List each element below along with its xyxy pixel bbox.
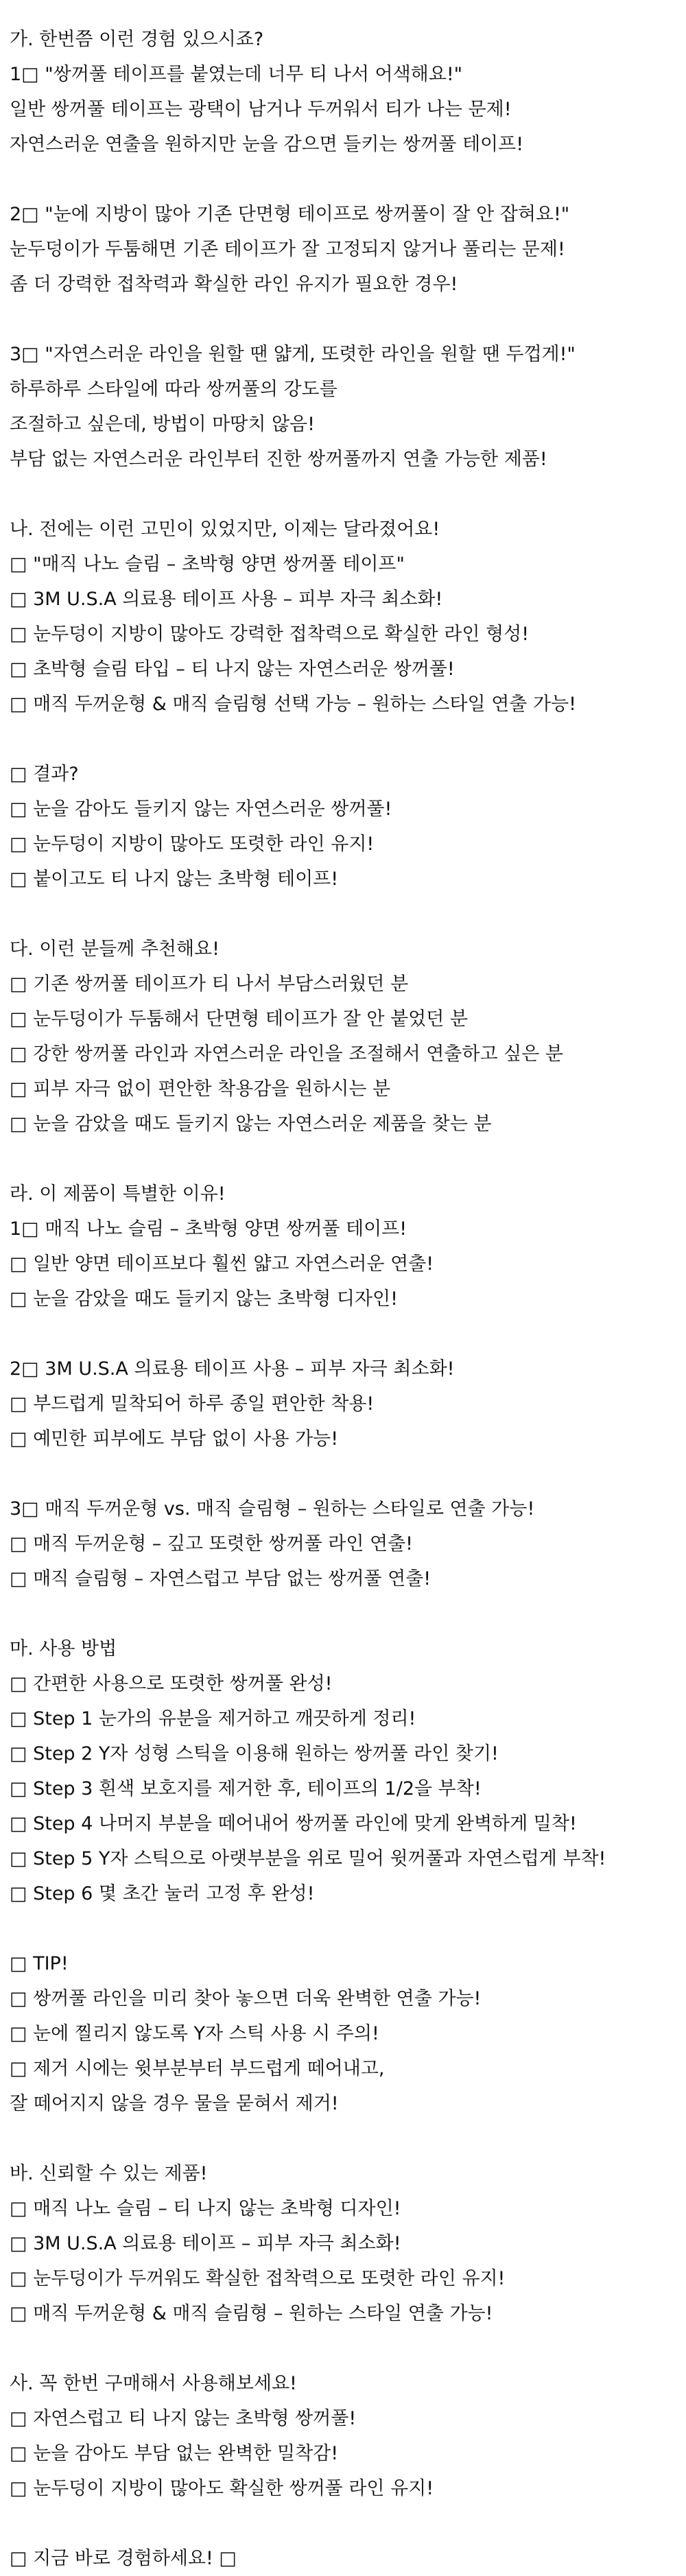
text-line: □ 자연스럽고 티 나지 않는 초박형 쌍꺼풀! [10,2408,357,2429]
text-line: 잘 떼어지지 않을 경우 물을 묻혀서 제거! [10,2093,339,2114]
blank-line [10,1456,676,1491]
text-line: □ 눈에 찔리지 않도록 Y자 스틱 사용 시 주의! [10,2023,379,2044]
text-line: 마. 사용 방법 [10,1638,117,1659]
text-line: 자연스러운 연출을 원하지만 눈을 감으면 들키는 쌍꺼풀 테이프! [10,134,524,155]
text-line: □ 눈두덩이가 두꺼워도 확실한 접착력으로 또렷한 라인 유지! [10,2268,506,2289]
text-line: □ "매직 나노 슬림 – 초박형 양면 쌍꺼풀 테이프" [10,554,405,575]
blank-line [10,1596,676,1631]
blank-line [10,1316,676,1351]
text-line: □ Step 2 Y자 성형 스틱을 이용해 원하는 쌍꺼풀 라인 찾기! [10,1743,499,1764]
text-line: □ 피부 자극 없이 편안한 착용감을 원하시는 분 [10,1078,391,1100]
blank-line [10,302,676,337]
text-line: □ TIP! [10,1953,69,1974]
text-line: □ 눈두덩이 지방이 많아도 확실한 쌍꺼풀 라인 유지! [10,2478,434,2499]
text-line: 다. 이런 분들께 추천해요! [10,938,220,960]
blank-line [10,897,676,932]
text-line: 사. 꼭 한번 구매해서 사용해보세요! [10,2373,297,2394]
text-line: □ 눈을 감았을 때도 들키지 않는 자연스러운 제품을 찾는 분 [10,1113,492,1135]
text-line: □ 눈두덩이가 두툼해서 단면형 테이프가 잘 안 붙었던 분 [10,1008,468,1030]
text-line: □ 눈을 감았을 때도 들키지 않는 초박형 디자인! [10,1288,398,1310]
text-line: □ 눈두덩이 지방이 많아도 강력한 접착력으로 확실한 라인 형성! [10,624,530,645]
text-line: □ 3M U.S.A 의료용 테이프 – 피부 자극 최소화! [10,2233,401,2254]
text-line: 나. 전에는 이런 고민이 있었지만, 이제는 달라졌어요! [10,519,440,540]
text-line: □ 3M U.S.A 의료용 테이프 사용 – 피부 자극 최소화! [10,589,443,610]
text-line: 2□ 3M U.S.A 의료용 테이프 사용 – 피부 자극 최소화! [10,1358,455,1380]
text-line: □ 매직 나노 슬림 – 티 나지 않는 초박형 디자인! [10,2198,401,2219]
text-line: □ Step 1 눈가의 유분을 제거하고 깨끗하게 정리! [10,1708,416,1729]
text-line: □ 강한 쌍꺼풀 라인과 자연스러운 라인을 조절해서 연출하고 싶은 분 [10,1043,563,1065]
text-line: 일반 쌍꺼풀 테이프는 광택이 남거나 두꺼워서 티가 나는 문제! [10,99,512,120]
text-line: □ Step 5 Y자 스틱으로 아랫부분을 위로 밀어 윗꺼풀과 자연스럽게 부착! [10,1848,606,1869]
text-line: 3□ 매직 두꺼운형 vs. 매직 슬림형 – 원하는 스타일로 연출 가능! [10,1498,535,1520]
text-line: □ 제거 시에는 윗부분부터 부드럽게 떼어내고, [10,2058,385,2079]
text-line: □ 매직 두꺼운형 – 깊고 또렷한 쌍꺼풀 라인 연출! [10,1533,413,1555]
text-line: 2□ "눈에 지방이 많아 기존 단면형 테이프로 쌍꺼풀이 잘 안 잡혀요!" [10,204,570,225]
text-line: □ 눈두덩이 지방이 많아도 또렷한 라인 유지! [10,834,375,855]
product-description [10,22,676,2576]
text-line: 좀 더 강력한 접착력과 확실한 라인 유지가 필요한 경우! [10,274,458,295]
blank-line [10,1142,676,1177]
text-line: □ 초박형 슬림 타입 – 티 나지 않는 자연스러운 쌍꺼풀! [10,659,455,680]
blank-line [10,1911,676,1946]
text-line: 눈두덩이가 두툼해면 기존 테이프가 잘 고정되지 않거나 풀리는 문제! [10,239,565,260]
text-line: 조절하고 싶은데, 방법이 마땅치 않음! [10,414,315,435]
text-line: □ 붙이고도 티 나지 않는 초박형 테이프! [10,868,339,890]
blank-line [10,722,676,757]
text-line: □ 쌍꺼풀 라인을 미리 찾아 놓으면 더욱 완벽한 연출 가능! [10,1988,482,2009]
text-line: □ 간편한 사용으로 또렷한 쌍꺼풀 완성! [10,1673,333,1694]
blank-line [10,2121,676,2156]
text-line: □ 매직 두꺼운형 & 매직 슬림형 선택 가능 – 원하는 스타일 연출 가능! [10,694,576,715]
blank-line [10,2506,676,2541]
text-line: □ 눈을 감아도 부담 없는 완벽한 밀착감! [10,2443,339,2464]
blank-line [10,162,676,197]
blank-line [10,477,676,512]
text-line: 라. 이 제품이 특별한 이유! [10,1183,226,1205]
text-line: □ Step 6 몇 초간 눌러 고정 후 완성! [10,1883,315,1904]
text-line: 부담 없는 자연스러운 라인부터 진한 쌍꺼풀까지 연출 가능한 제품! [10,449,547,470]
text-line: □ 결과? [10,764,79,785]
text-line: 1□ 매직 나노 슬림 – 초박형 양면 쌍꺼풀 테이프! [10,1218,407,1240]
text-line: □ 매직 두꺼운형 & 매직 슬림형 – 원하는 스타일 연출 가능! [10,2303,493,2324]
text-line: □ 예민한 피부에도 부담 없이 사용 가능! [10,1428,339,1450]
text-line: 하루하루 스타일에 따라 쌍꺼풀의 강도를 [10,379,338,400]
text-line: 3□ "자연스러운 라인을 원할 땐 얇게, 또렷한 라인을 원할 땐 두껍게!" [10,344,576,365]
text-line: □ 일반 양면 테이프보다 훨씬 얇고 자연스러운 연출! [10,1253,434,1275]
text-line: □ Step 3 흰색 보호지를 제거한 후, 테이프의 1/2을 부착! [10,1778,482,1799]
blank-line [10,2331,676,2366]
text-line: 1□ "쌍꺼풀 테이프를 붙였는데 너무 티 나서 어색해요!" [10,64,463,85]
text-line: □ 부드럽게 밀착되어 하루 종일 편안한 착용! [10,1393,375,1415]
text-line: □ 매직 슬림형 – 자연스럽고 부담 없는 쌍꺼풀 연출! [10,1568,431,1590]
text-line: 가. 한번쯤 이런 경험 있으시죠? [10,29,264,50]
text-line: □ Step 4 나머지 부분을 떼어내어 쌍꺼풀 라인에 맞게 완벽하게 밀착! [10,1813,577,1834]
text-line: □ 기존 쌍꺼풀 테이프가 티 나서 부담스러웠던 분 [10,973,409,995]
text-line: 바. 신뢰할 수 있는 제품! [10,2163,208,2184]
text-line: □ 지금 바로 경험하세요! □ [10,2548,237,2569]
text-line: □ 눈을 감아도 들키지 않는 자연스러운 쌍꺼풀! [10,799,392,820]
